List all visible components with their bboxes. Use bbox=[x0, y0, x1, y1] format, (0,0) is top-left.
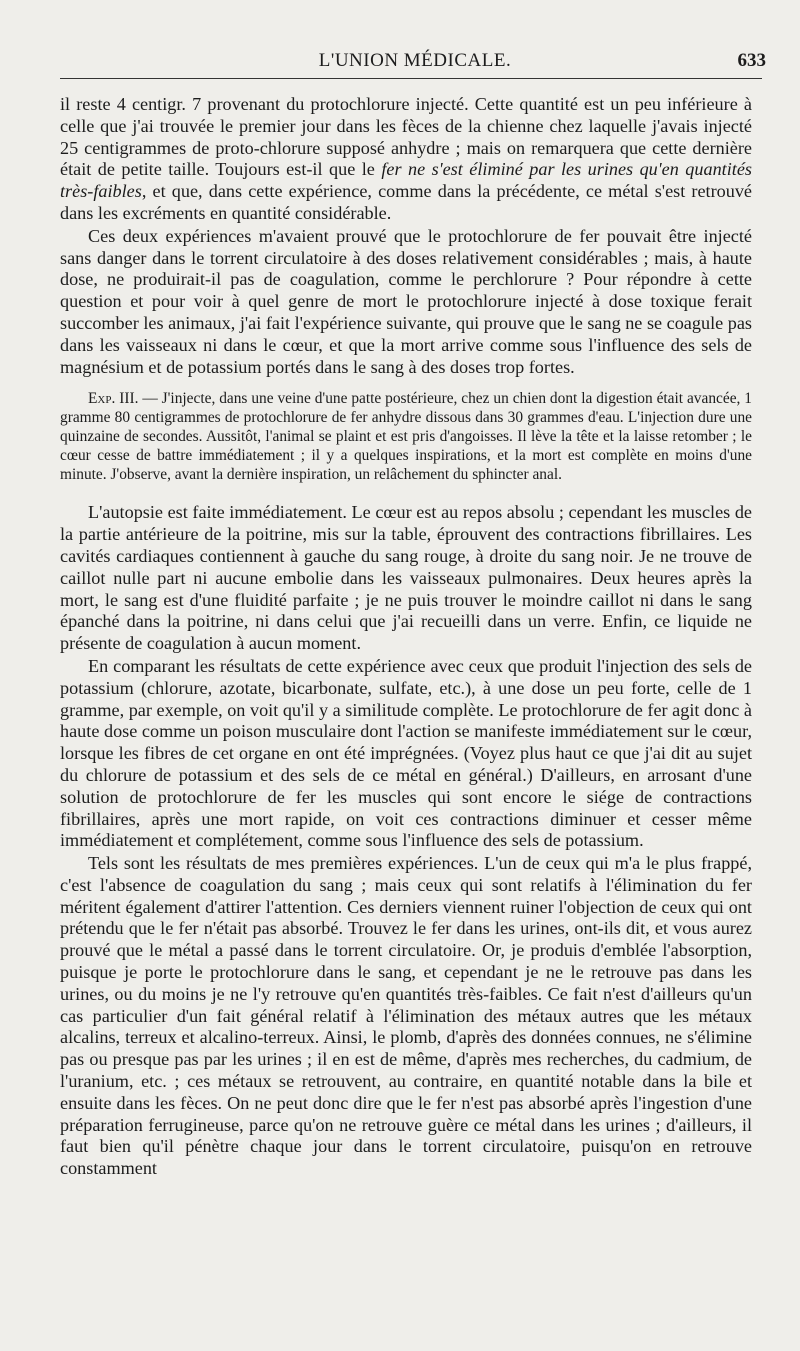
paragraph bbox=[60, 502, 752, 655]
text-run: En comparant les résultats de cette expérience avec ceux que produit l'injection des sels de potassium (chlorure, azotate, bicarbonate, sulfate, etc.), à une dose un peu forte, celle de 1 gramme, par exemple, on voit qu'il y a similitude complète. Le protochlorure de fer agit donc à haute dose comme un poison musculaire dont l'action se manifeste immédiatement sur le cœur, lorsque les fibres de cet organe en ont été imprégnées. (Voyez plus haut ce que j'ai dit au sujet du chlorure de potassium et des sels de ce métal en général.) D'ailleurs, en arrosant d'une solution de protochlorure de fer les muscles qui sont encore le siége de contractions fibrillaires, après une mort rapide, on voit ces contractions diminuer et cesser même immédiatement et complétement, comme sous l'influence des sels de potassium. bbox=[60, 655, 752, 851]
text-run: — J'injecte, dans une veine d'une patte postérieure, chez un chien dont la digestion était avancée, 1 gramme 80 centigrammes de protochlorure de fer anhydre dissous dans 30 grammes d'eau. L'injection dure une quinzaine de secondes. Aussitôt, l'animal se plaint et est pris d'angoisses. Il lève la tête et la laisse retomber ; le cœur cesse de battre immédiatement ; il y a quelques inspirations, et la mort est complète en moins d'une minute. J'observe, avant la dernière inspiration, un relâchement du sphincter anal. bbox=[60, 390, 752, 483]
italic-run: fer ne s'est éliminé par les urines qu'en quantités très-faibles bbox=[60, 159, 752, 202]
text-run: il reste 4 centigr. 7 provenant du protochlorure injecté. Cette quantité est un peu inférieure à celle que j'ai trouvée le premier jour dans les fèces de la chienne chez laquelle j'avais injecté 25 centigrammes de proto-chlorure supposé anhydre ; mais on remarquera que cette dernière était de petite taille. Toujours est-il que le bbox=[60, 94, 752, 180]
paragraph bbox=[60, 94, 752, 225]
paragraph bbox=[60, 656, 752, 852]
paragraph bbox=[60, 226, 752, 379]
text-run: , et que, dans cette expérience, comme dans la précédente, ce métal s'est retrouvé dans les excréments en quantité considérable. bbox=[60, 181, 752, 223]
text-run: Tels sont les résultats de mes premières expériences. L'un de ceux qui m'a le plus frappé, c'est l'absence de coagulation du sang ; mais ceux qui sont relatifs à l'élimination du fer méritent également d'attirer l'attention. Ces derniers viennent ruiner l'objection de ceux qui ont prétendu que le fer n'était pas absorbé. Trouvez le fer dans les urines, ont-ils dit, et vous aurez prouvé que le métal a passé dans le torrent circulatoire. Or, je produis d'emblée l'absorption, puisque je porte le protochlorure dans le sang, et cependant je ne le retrouve pas dans les urines, ou du moins je ne l'y retrouve qu'en quantités très-faibles. Ce fait n'est d'ailleurs qu'un cas particulier d'un fait général relatif à l'élimination des métaux autres que les métaux alcalins, terreux et alcalino-terreux. Ainsi, le plomb, d'après des données connues, ne s'élimine pas ou presque pas par les urines ; il en est de même, d'après mes recherches, du cadmium, de l'uranium, etc. ; ces métaux se retrouvent, au contraire, en quantité notable dans la bile et ensuite dans les fèces. On ne peut donc dire que le fer n'est pas absorbé après l'ingestion d'une préparation ferrugineuse, parce qu'on ne retrouve guère ce métal dans les urines ; d'ailleurs, il faut bien qu'il pénètre chaque jour dans le torrent circulatoire, puisqu'on en retrouve constamment bbox=[60, 853, 752, 1179]
page-number: 633 bbox=[737, 50, 766, 71]
paragraph bbox=[60, 853, 752, 1180]
note-paragraph bbox=[60, 390, 752, 484]
body-text bbox=[60, 94, 752, 1180]
experiment-label: Exp. III. bbox=[88, 390, 139, 408]
header-rule bbox=[60, 78, 762, 79]
experiment-note bbox=[60, 390, 752, 484]
running-header bbox=[60, 44, 770, 78]
running-title: L'UNION MÉDICALE. bbox=[318, 50, 512, 71]
text-run: Ces deux expériences m'avaient prouvé que le protochlorure de fer pouvait être injecté sans danger dans le torrent circulatoire à des doses relativement considérables ; mais, à haute dose, ne produirait-il pas de coagulation, comme le perchlorure ? Pour répondre à cette question et pour voir à quel genre de mort le protochlorure injecté à dose toxique ferait succomber les animaux, j'ai fait l'expérience suivante, qui prouve que le sang ne se coagule pas dans les vaisseaux ni dans le cœur, et que la mort arrive comme sous l'influence des sels de magnésium et de potassium portés dans le sang à des doses trop fortes. bbox=[60, 225, 752, 377]
text-run: L'autopsie est faite immédiatement. Le cœur est au repos absolu ; cependant les muscles de la partie antérieure de la poitrine, mis sur la table, éprouvent des contractions fibrillaires. Les cavités cardiaques contiennent à gauche du sang rouge, à droite du sang noir. Je ne trouve de caillot nulle part ni aucune embolie dans les vaisseaux pulmonaires. Deux heures après la mort, le sang est d'une fluidité parfaite ; je ne puis trouver le moindre caillot ni dans le sang épanché dans la poitrine, ni dans celui que j'ai recueilli dans un verre. Enfin, ce liquide ne présente de coagulation à aucun moment. bbox=[60, 502, 752, 654]
